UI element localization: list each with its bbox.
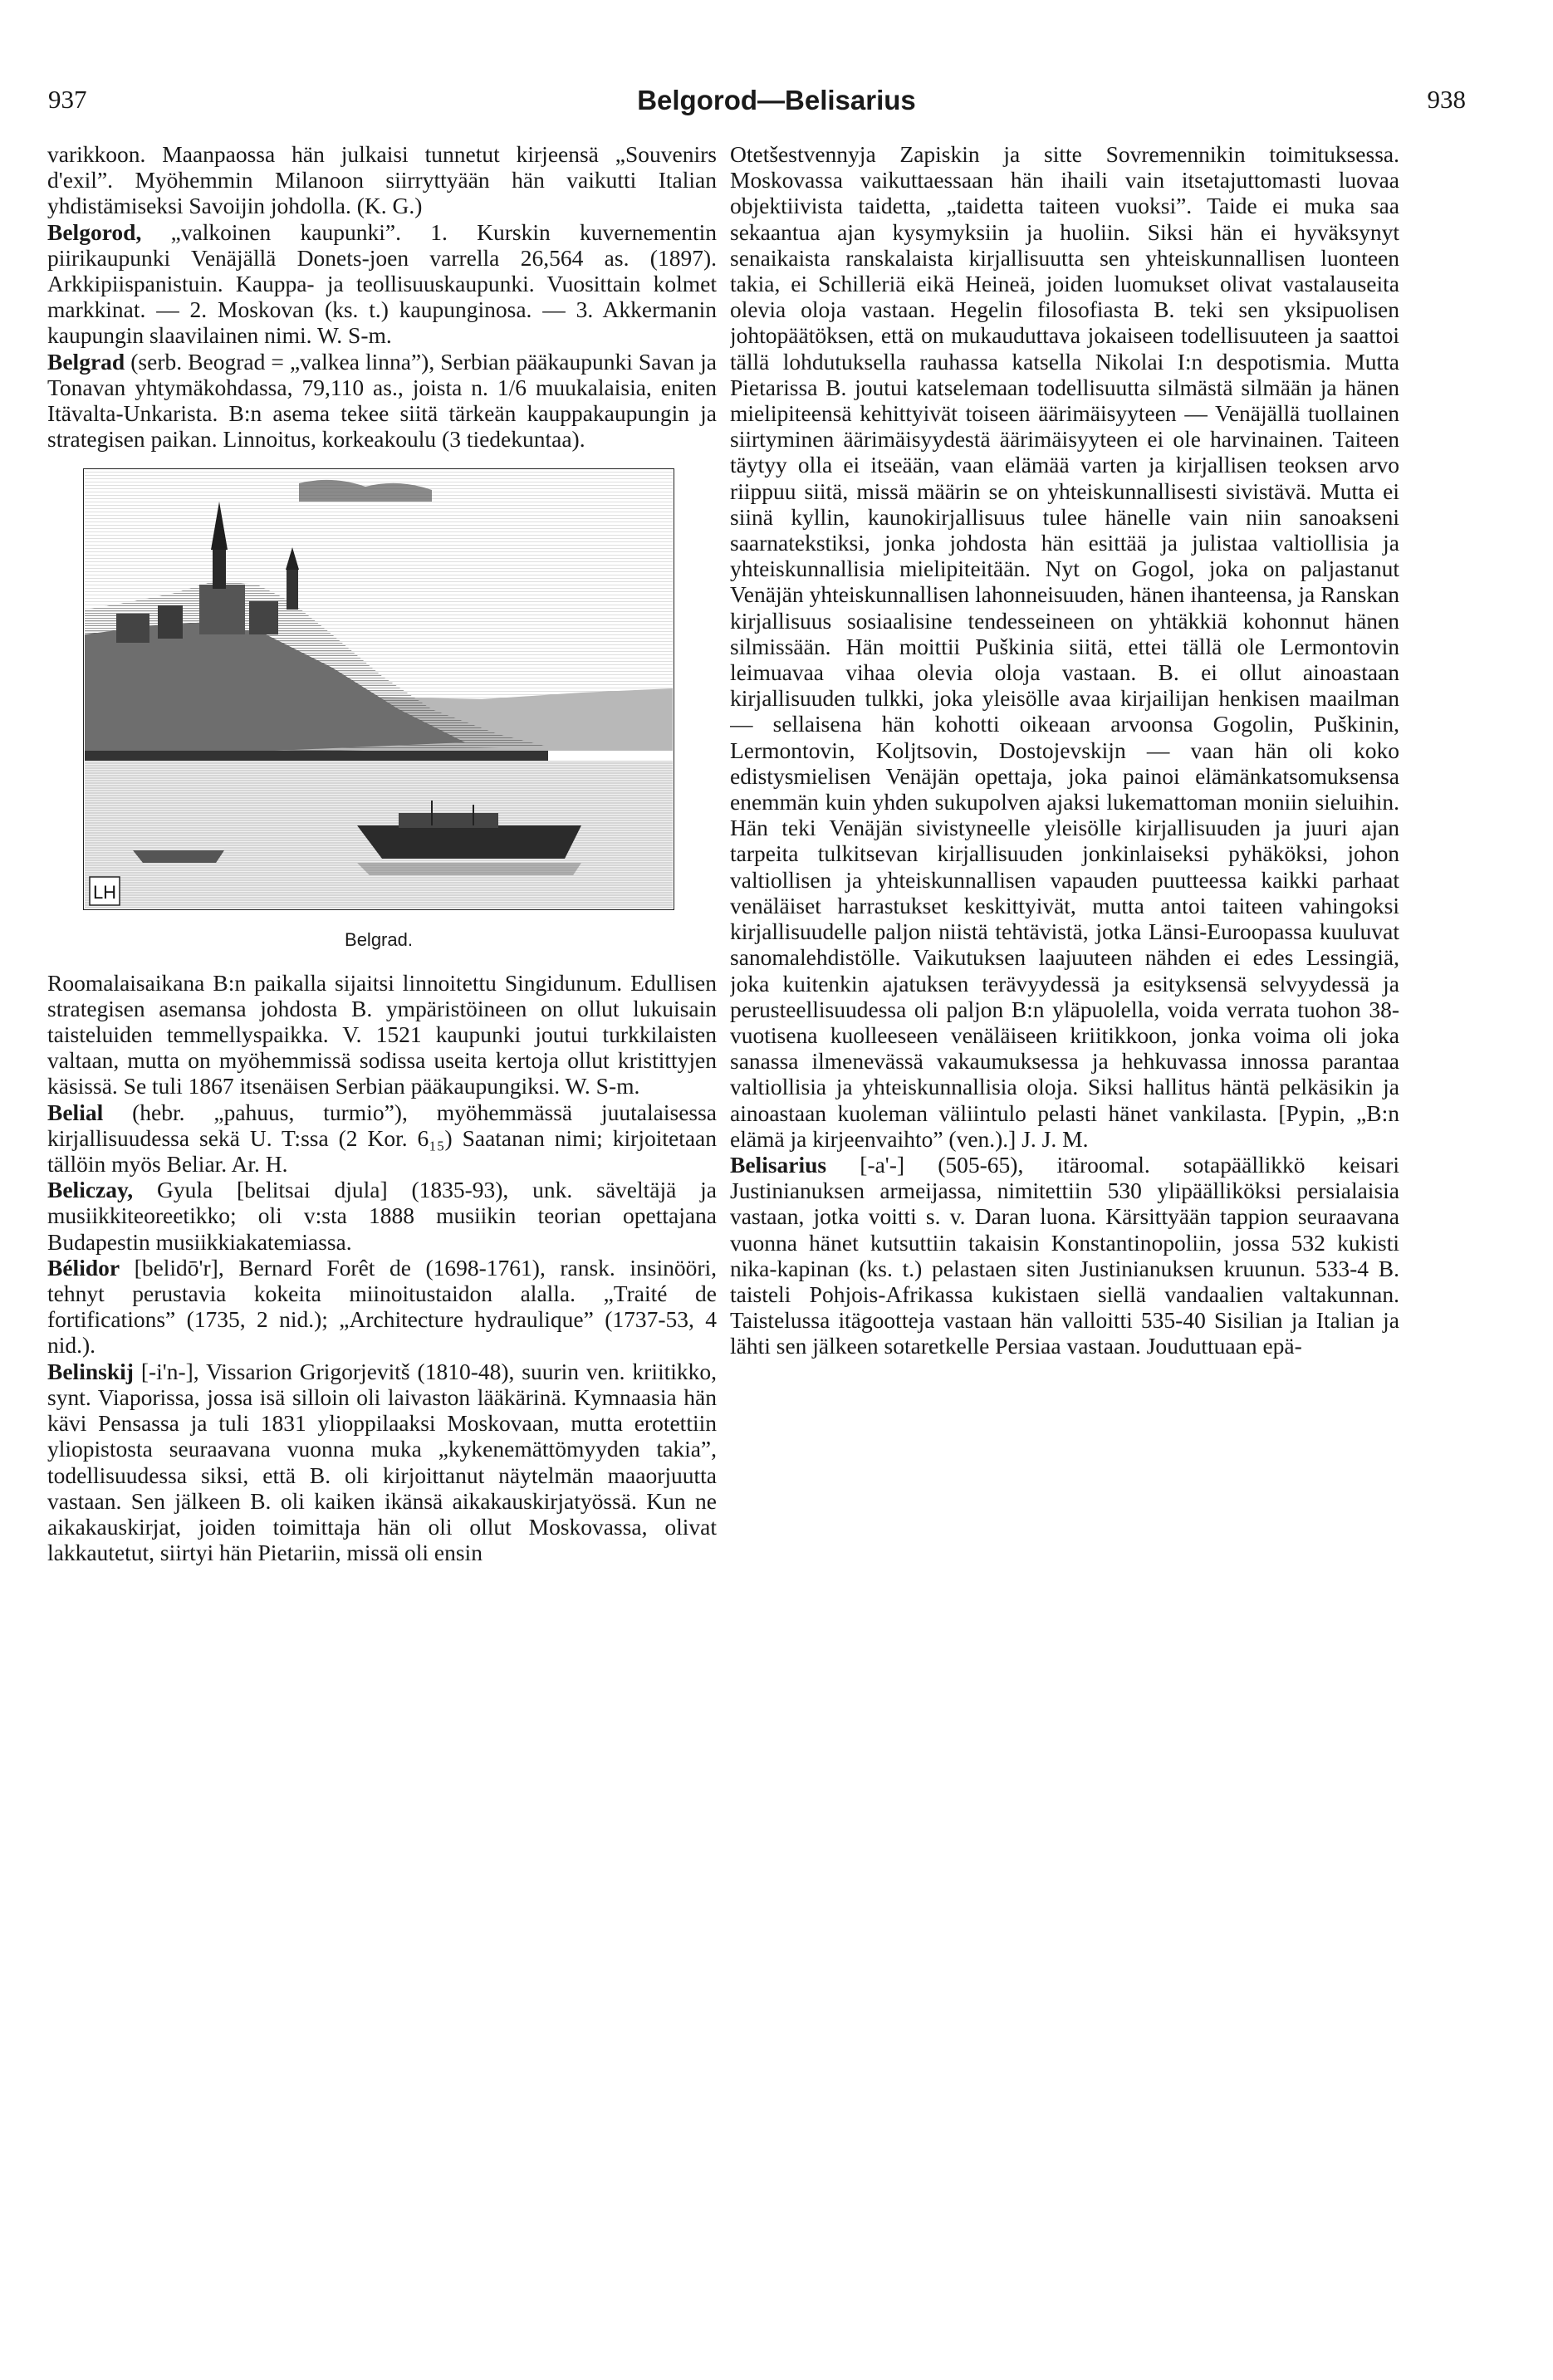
headword-beliczay: Beliczay, [47,1177,134,1203]
headword-belgrad: Belgrad [47,348,125,375]
right-column [730,141,1399,1359]
figure-caption: Belgrad. [345,929,413,951]
entry-belisarius [730,1152,1399,1359]
belgrad-illustration [83,468,674,952]
figure-monogram: LH [92,882,117,904]
entry-belgrad-continued: Roomalaisaikana B:n paikalla sijaitsi linnoitettu Singidunum. Edullisen strategisen asemansa johdosta B. ympäristöineen on ollut lukuisain taisteluiden temmellyspaikka. V. 1521 kaupunki joutui turkkilaisten valtaan, mutta on myöhemmissä sodissa useita kertoja ollut kristittyjen käsissä. Se tuli 1867 itsenäisen Serbian pääkaupungiksi. W. S-m. [47,969,717,1099]
entry-belgrad [47,349,717,453]
entry-belgorod-text: „valkoinen kaupunki”. 1. Kurskin kuvernementin piirikaupunki Venäjällä Donets-joen varrella 26,564 as. (1897). Arkkipiispanistuin. Kauppa- ja teollisuuskaupunki. Vuosittain kolmet markkinat. — 2. Moskovan (ks. t.) kaupunginosa. — 3. Akkermanin kaupungin slaavilainen nimi. W. S-m. [47,218,717,349]
entry-belisarius-text: [-a'-] (505-65), itäroomal. sotapäällikkö keisari Justinianuksen armeijassa, nimitettiin 530 ylipäälliköksi persialaisia vastaan, jotka voitti s. v. Daran luona. Kärsittyään tappion seuraavana vuonna hänet kutsuttiin takaisin Konstantinopoliin, jossa 532 kukisti nika-kapinan (ks. t.) pelastaen siten Justinianuksen kruunun. 533-4 B. taisteli Pohjois-Afrikassa kukistaen siellä vandaalien valtakunnan. Taistelussa itägootteja vastaan hän valloitti 535-40 Sisilian ja Italian ja lähti sen jälkeen sotaretkelle Persiaa vastaan. Jouduttuaan epä- [730,1151,1399,1359]
entry-belgorod [47,219,717,349]
entry-beliczay [47,1177,717,1255]
entry-belinskij-continued: Otetšestvennyja Zapiskin ja sitte Sovremennikin toimituksessa. Moskovassa vaikuttaessaan hän ihaili vain itsetajuttomasti luovaa objektiivista taidetta, „taidetta taiteen vuoksi”. Taide ei muka saa sekaantua ajan kysymyksiin ja huoliin. Siksi hän ei hyväksynyt senaikaista ranskalaista kirjallisuutta sen yhteiskunnallisen luonteen takia, ei Schilleriä eikä Heineä, joiden luomukset olivat vastalauseita olevia oloja vastaan. Hegelin filosofiasta B. teki sen yksipuolisen johtopäätöksen, että on mukauduttava jokaiseen todellisuuteen ja saattoi tällä lohdutuksella rauhassa katsella Nikolai I:n despotismia. Mutta Pietarissa B. joutui katselemaan todellisuutta silmästä silmään ja hänen mielipiteensä kehittyivät toiseen äärimäisyyteen — Venäjällä tuollainen siirtyminen äärimäisyydestä äärimäisyyteen ei ole harvinainen. Taiteen täytyy olla ei itseään, vaan elämää varten ja kirjallisen teoksen arvo riippuu siitä, missä määrin se on yhteiskunnallisesti sivistävä. Mutta ei siinä kyllin, kaunokirjallisuus tulee hänelle vain niin sanoakseni saarnatekstiksi, jonka johdosta hän esittää ja julistaa valtiollisia ja yhteiskunnallisia mielipiteitään. Nyt on Gogol, joka on paljastanut Venäjän yhteiskunnallisen lahonneisuuden, hänen ihanteensa, ja Ranskan kirjallisuus sosiaalisine tendesseineen on yhtäkkiä kohonnut hänen silmissään. Hän moittii Puškinia siitä, ettei tällä ole Lermontovin leimuavaa vihaa olevia oloja vastaan. B. ei ollut ainoastaan kirjallisuuden tulkki, joka yleisölle avaa kirjailijan henkisen maailman — sellaisena hän kohotti oikeaan arvoonsa Gogolin, Puškinin, Lermontovin, Koljtsovin, Dostojevskijn — vaan hän oli koko edistysmielisen Venäjän opettaja, joka painoi elämänkatsomuksensa enemmän kuin yhden sukupolven ajaksi lukemattoman moniin sieluihin. Hän teki Venäjän sivistyneelle yleisölle kirjallisuuden ja juuri ajan tarpeita tulkitsevan kirjallisuuden jonkinlaiseksi pyhäköksi, johon valtiollisen ja yhteiskunnallisen vapauden puutteessa kaikki parhaat venäläiset harrastukset keskittyivät, mutta antoi taiteen vahingoksi kirjallisuudelle paljon niistä tehtävistä, jotka Länsi-Euroopassa kuuluvat sanomalehdistölle. Vaikutuksen laajuuteen nähden ei edes Lessingiä, joka kuitenkin ajatuksen terävyydessä ja esityksensä selvyydessä ja perusteellisuudessa oli paljon B:n yläpuolella, voida verrata tuohon 38-vuotisena kuolleeseen venäläiseen kriitikkoon, jonka voima oli joka sanassa ilmenevässä vakaumuksessa ja hehkuvassa innossa parantaa valtiollisia ja yhteiskunnallisia oloja. Siksi hallitus häntä pelkäsikin ja ainoastaan kuoleman väliintulo pelasti hänet vankilasta. [Pypin, „B:n elämä ja kirjeenvaihto” (ven.).] J. J. M. [730,141,1399,1152]
left-column [47,141,717,1565]
entry-belial-text: (hebr. „pahuus, turmio”), myöhemmässä juutalaisessa kirjallisuudessa sekä U. T:ssa (2 Kor. 6₁₅) Saatanan nimi; kirjoitetaan tällöin myös Beliar. Ar. H. [47,1099,717,1178]
page-number-left: 937 [48,85,87,114]
running-title: Belgorod—Belisarius [637,85,916,115]
entry-belgrad-text: (serb. Beograd = „valkea linna”), Serbian pääkaupunki Savan ja Tonavan yhtymäkohdassa, 79,110 as., joista n. 1/6 muukalaisia, eniten Itävalta-Unkarista. B:n asema tekee siitä tärkeän kauppakaupungin ja strategisen paikan. Linnoitus, korkeakoulu (3 tiedekuntaa). [47,348,717,453]
headword-belidor: Bélidor [47,1254,120,1281]
headword-belinskij: Belinskij [47,1358,134,1384]
entry-belinskij [47,1359,717,1566]
page-number-right: 938 [1427,85,1466,114]
entry-continuation: varikkoon. Maanpaossa hän julkaisi tunnetut kirjeensä „Souvenirs d'exil”. Myöhemmin Milanoon siirryttyään hän vaikutti Italian yhdistämiseksi Savoijin johdolla. (K. G.) [47,141,717,219]
entry-belial [47,1099,717,1178]
headword-belgorod: Belgorod, [47,218,142,245]
entry-belidor [47,1255,717,1359]
headword-belial: Belial [47,1099,104,1125]
belgrad-engraving [83,468,674,910]
entry-beliczay-text: Gyula [belitsai djula] (1835-93), unk. säveltäjä ja musiikkiteoreetikko; oli v:sta 1888 musiikin teorian opettajana Budapestin musiikkiakatemiassa. [47,1177,717,1255]
headword-belisarius: Belisarius [730,1151,827,1178]
entry-belinskij-text: [-i'n-], Vissarion Grigorjevitš (1810-48), suurin ven. kriitikko, synt. Viaporissa, jossa isä silloin oli laivaston lääkärinä. Kymnaasia hän kävi Pensassa ja tuli 1831 ylioppilaaksi Moskovaan, mutta erotettiin yliopistosta seuraavana vuonna muka „kykenemättömyyden takia”, todellisuudessa siksi, että B. oli kirjoittanut näytelmän maaorjuutta vastaan. Sen jälkeen B. oli kaiken ikänsä aikakauskirjatyössä. Kun ne aikakauskirjat, joiden toimittaja hän oli ollut Moskovassa, olivat lakkautetut, siirtyi hän Pietariin, missä oli ensin [47,1358,717,1566]
entry-belidor-text: [belidō'r], Bernard Forêt de (1698-1761), ransk. insinööri, tehnyt perustavia kokeita miinoitustaidon alalla. „Traité de fortifications” (1735, 2 nid.); „Architecture hydraulique” (1737-53, 4 nid.). [47,1254,717,1359]
